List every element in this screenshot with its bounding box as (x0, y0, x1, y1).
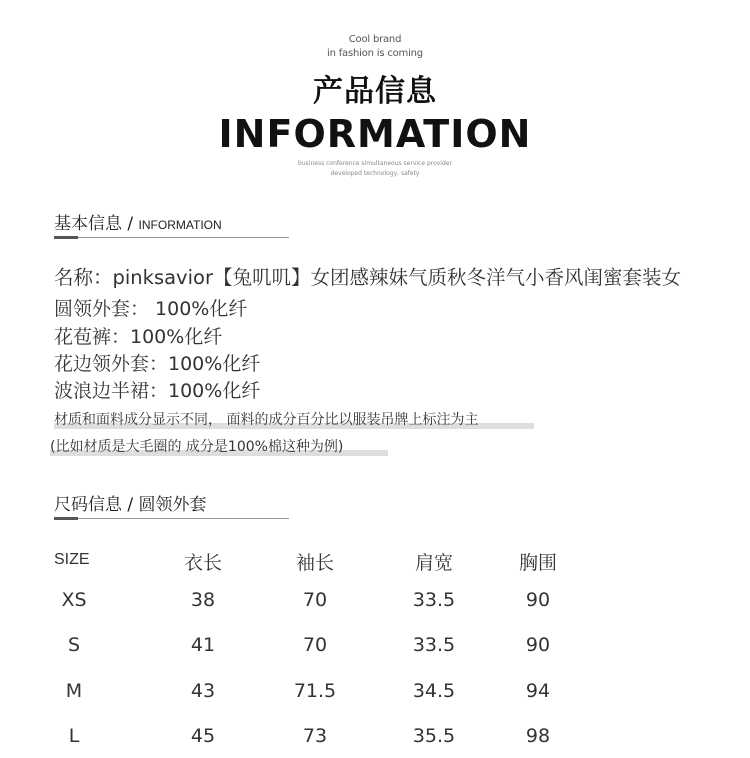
table-row-xs-chest: 90 (525, 589, 551, 611)
fine-print-1: business conference simultaneous service provider (298, 160, 452, 167)
size-info-rule-accent (54, 517, 78, 520)
basic-info-heading-cn: 基本信息 / (54, 214, 139, 234)
fine-print-2: developed technology, safety (330, 170, 420, 177)
table-row-xs-sleeve: 70 (302, 589, 328, 611)
material-line-4: 波浪边半裙：100%化纤 (54, 380, 261, 402)
product-name: 名称：pinksavior【兔叽叽】女团感辣妹气质秋冬洋气小香风闺蜜套装女 (54, 266, 681, 289)
col-header-size: SIZE (54, 551, 90, 568)
table-row-s-length: 41 (190, 634, 216, 656)
table-row-l-size: L (68, 725, 80, 747)
size-info-heading: 尺码信息 / 圆领外套 (54, 495, 207, 515)
table-row-m-sleeve: 71.5 (293, 680, 337, 702)
tagline-2: in fashion is coming (327, 48, 423, 59)
table-row-m-size: M (65, 680, 83, 702)
table-row-s-chest: 90 (525, 634, 551, 656)
tagline-1: Cool brand (348, 34, 402, 45)
table-row-xs-size: XS (61, 589, 87, 611)
col-header-length: 衣长 (183, 552, 222, 574)
table-row-s-shoulder: 33.5 (412, 634, 456, 656)
table-row-m-chest: 94 (525, 680, 551, 702)
table-row-xs-shoulder: 33.5 (412, 589, 456, 611)
material-note-2: (比如材质是大毛圈的 成分是100%棉这种为例) (50, 436, 388, 456)
size-info-rule (54, 518, 289, 519)
material-line-3: 花边领外套：100%化纤 (54, 353, 261, 375)
table-row-l-chest: 98 (525, 725, 551, 747)
table-row-m-shoulder: 34.5 (412, 680, 456, 702)
basic-info-heading (54, 209, 222, 234)
table-row-s-size: S (67, 634, 81, 656)
table-row-l-sleeve: 73 (302, 725, 328, 747)
table-row-xs-length: 38 (190, 589, 216, 611)
page-title-en: INFORMATION (218, 112, 532, 156)
page-title-cn: 产品信息 (313, 74, 437, 109)
basic-info-heading-en: INFORMATION (138, 218, 222, 232)
table-row-l-shoulder: 35.5 (412, 725, 456, 747)
col-header-sleeve: 袖长 (295, 552, 334, 574)
basic-info-rule-accent (54, 236, 78, 239)
basic-info-rule (54, 237, 289, 238)
table-row-l-length: 45 (190, 725, 216, 747)
material-line-1: 圆领外套： 100%化纤 (54, 298, 248, 320)
material-line-2: 花苞裤：100%化纤 (54, 326, 223, 348)
col-header-chest: 胸围 (518, 552, 557, 574)
table-row-m-length: 43 (190, 680, 216, 702)
material-note-1: 材质和面料成分显示不同， 面料的成分百分比以服装吊牌上标注为主 (54, 409, 534, 429)
table-row-s-sleeve: 70 (302, 634, 328, 656)
col-header-shoulder: 肩宽 (414, 552, 453, 574)
